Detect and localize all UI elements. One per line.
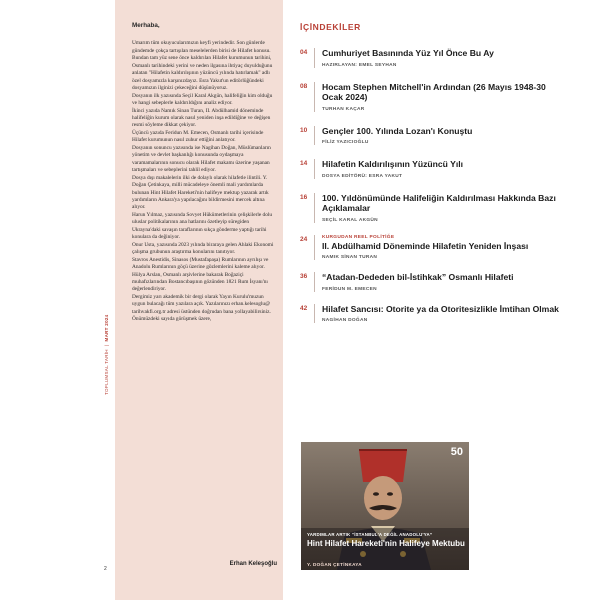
portrait-illustration [301,442,469,570]
editorial-paragraph: Hülya Arslan, Osmanlı arşivlerine bakarak Boğaziçi muhafızlarından Bostancıbaşının gözünden 1821 Rum İsyanı'nı değerlendiriyor. [132,271,268,293]
editorial-paragraph: Dosya dışı makalelerin ilki de dolaylı olarak hilafetle ilintili. Y. Doğan Çetinkaya, milli mücadeleye önemli mali yardımlarda bulunan Hint Hilafet Hareketi'nin halifeye mektup yazarak artık yardımların Ankara'ya yapılacağını bildirmesini mercek altına alıyor. [132,174,269,211]
editorial-paragraph: Stavros Anestidis, Sinasos (Mustafapaşa) Rumlarının ayrılışı ve Anadolu Rumlarının göçü üzerine gözlemlerini kaleme alıyor. [132,256,269,271]
toc-author: TURHAN KAÇAR [322,106,365,112]
toc-kicker: KURGUDAN REEL POLİTİĞE [322,234,395,240]
toc-entry[interactable] [300,48,560,68]
issue-date: MART 2024 [104,314,109,342]
editorial-paragraph: Üçüncü yazıda Feridun M. Emecen, Osmanlı tarihi içerisinde Hilafet kurumunun nasıl zuhur ettiğini anlatıyor. [132,129,264,144]
toc-entry[interactable] [300,82,560,112]
table-of-contents [300,22,560,323]
page-number: 2 [104,566,107,572]
editorial-paragraph: İkinci yazıda Namık Sinan Turan, II. Abdülhamid döneminde halifeliğin kurum olarak nasıl yeniden inşa edildiğine ve değişen resmi söyleme dikkat çekiyor. [132,107,271,129]
toc-heading: İÇİNDEKİLER [300,22,361,32]
editorial-paragraph: Dosyanın ilk yazısında Seçil Karal Akgün, halifeliğin kim olduğu ve hangi sebeplerle kaldırıldığını analiz ediyor. [132,92,273,107]
toc-title: Hilafetin Kaldırılışının Yüzüncü Yılı [322,159,464,169]
toc-page-number: 16 [300,193,308,201]
toc-page-number: 14 [300,160,308,167]
feature-author: Y. DOĞAN ÇETİNKAYA [307,562,362,567]
feature-image-card[interactable] [301,442,469,570]
toc-entry[interactable] [300,272,560,292]
toc-page-number: 36 [300,273,308,280]
toc-author: SEÇİL KARAL AKGÜN [322,217,378,223]
editorial-paragraph: Dosyanın sonuncu yazısında ise Nagihan Doğan, Müslümanların yönetim ve devlet başkanlığı konusunda oydaşmaya varamamalarının sonucu olarak Hilafet makamı üzerine yaşanan tartışmaları ve sebeplerini tahlil ediyor. [132,144,271,174]
toc-author: HAZIRLAYAN: EMEL SEYHAN [322,62,397,68]
toc-author: DOSYA EDİTÖRÜ: ESRA YAKUT [322,173,403,179]
toc-entry[interactable] [300,126,560,146]
editorial-paragraph: Dergimiz yarı akademik bir dergi olarak Yayın Kurulu'muzun uygun bulacağı tüm yazılara açık. Yazılarınızı erhan.kelesoglu@ tarihvakfi.org.tr adresi üstünden doğrudan bana yollayabilirsiniz. [132,293,271,315]
feature-title: Hint Hilafet Hareketi'nin Halifeye Mektubu [307,539,465,548]
toc-page-number: 04 [300,49,308,56]
left-margin [0,0,115,600]
toc-title: Cumhuriyet Basınında Yüz Yıl Önce Bu Ay [322,48,494,58]
toc-title: II. Abdülhamid Döneminde Hilafetin Yeniden İnşası [322,240,529,251]
toc-title: “Atadan-Dededen bil-İstihkak” Osmanlı Hilafeti [322,272,514,282]
toc-title: Hocam Stephen Mitchell'in Ardından (26 Mayıs 1948-30 Ocak 2024) [322,81,546,102]
toc-page-number: 42 [300,304,308,312]
toc-page-number: 08 [300,82,308,90]
feature-page-number: 50 [450,446,463,458]
editorial-greeting: Merhaba, [132,22,160,29]
editor-signature: Erhan Keleşoğlu [229,561,277,567]
toc-title: Gençler 100. Yılında Lozan'ı Konuştu [322,125,473,136]
toc-author: FERİDUN M. EMECEN [322,286,377,292]
toc-page-number: 10 [300,126,308,134]
editorial-column [115,0,283,600]
toc-entry[interactable] [300,159,560,179]
toc-author: FİLİZ YAZICIOĞLU [322,140,369,145]
toc-title: Hilafet Sancısı: Otorite ya da Otoritesizlikle İmtihan Olmak [322,303,559,314]
toc-page-number: 24 [300,235,308,243]
toc-entry[interactable] [300,193,560,223]
editorial-paragraph: Onur Usta, yazısında 2023 yılında biraraya gelen Ahlaki Ekonomi çalışma grubunun araştırma konularını tanıtıyor. [132,241,274,256]
toc-author: NAGİHAN DOĞAN [322,318,368,323]
editorial-text [132,22,277,324]
editorial-paragraph: Umarım tüm okuyucularımızın keyfi yerindedir. Son günlerde gündemde çokça tartışılan meselelerden birisi de Hilafet konusu. Bundan tam yüz sene önce kaldırılan Hilafet kurumunun tarihini, Osmanlı tarihindeki yerini ve neden ilgasına ihtiyaç duyulduğunu anlatan "Hilafetin kaldırılışının yüzüncü yılında hatırlamak" adlı özel dosyamızla karşınızdayız. Esra Yakut'un editörlüğündeki dosyamızın ilginizi çekeceğini düşünüyoruz. [132,40,273,92]
running-footer: TOPLUMSAL TARİH | MART 2024 [104,314,109,395]
toc-entry[interactable] [300,235,560,261]
editorial-paragraph: Harun Yılmaz, yazısında Sovyet Hükümetlerinin çelişkilerle dolu uluslar politikalarının ana hatlarını özetleyip süregiden Ukrayna'daki savaşın taraflarının sıkça gönderme yaptığı tarihi konulara da değiniyor. [132,211,273,241]
editorial-paragraph: Önümüzdeki sayıda görüşmek üzere, [132,316,212,323]
toc-entry[interactable] [300,304,560,324]
feature-kicker: YARDIMLAR ARTIK “İSTANBUL'A DEĞİL ANADOLU'YA” [307,532,433,537]
magazine-name: TOPLUMSAL TARİH [104,349,109,395]
toc-author: NAMIK SİNAN TURAN [322,255,378,260]
toc-title: 100. Yıldönümünde Halifeliğin Kaldırılması Hakkında Bazı Açıklamalar [322,192,556,213]
